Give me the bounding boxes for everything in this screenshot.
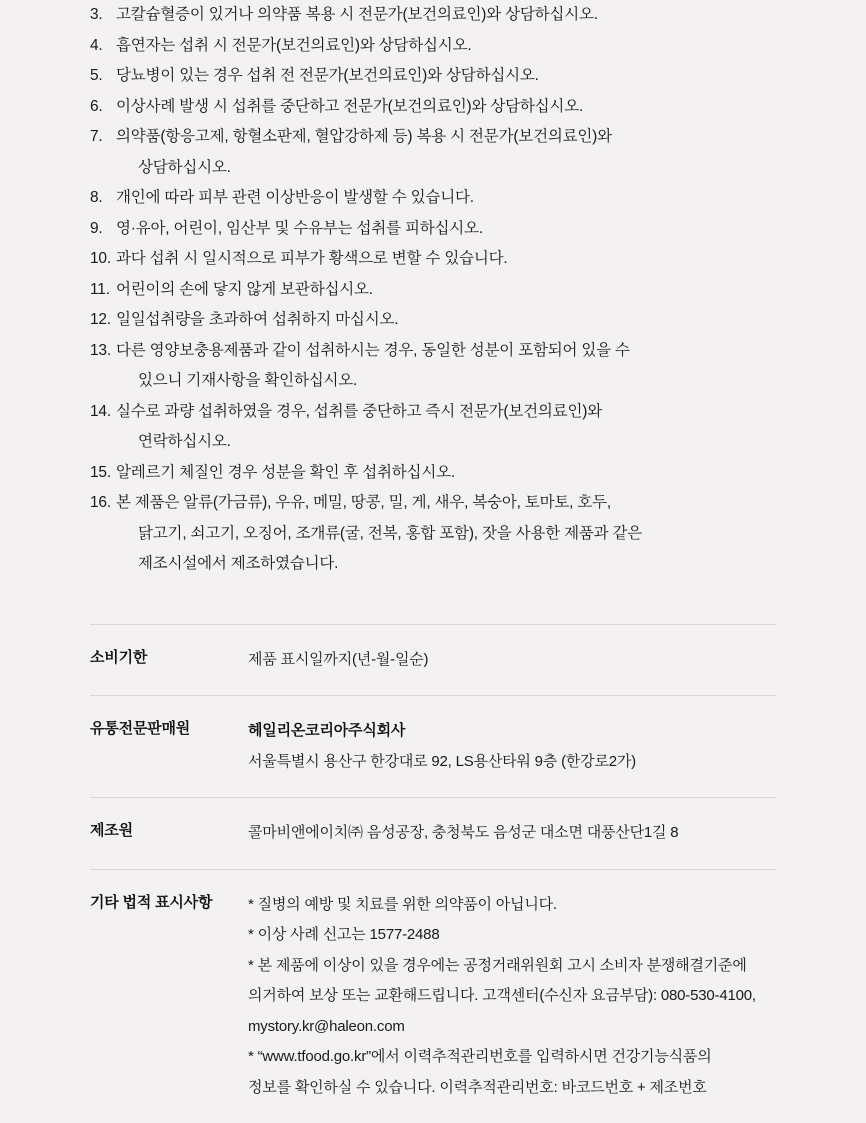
list-item-line: 실수로 과량 섭취하였을 경우, 섭취를 중단하고 즉시 전문가(보건의료인)와 xyxy=(116,403,602,420)
row-value-expiry: 제품 표시일까지(년-월-일순) xyxy=(248,624,776,696)
list-item-number: 11. xyxy=(90,275,116,306)
list-item xyxy=(90,244,776,275)
list-item xyxy=(90,61,776,92)
list-item xyxy=(90,183,776,214)
list-item xyxy=(90,275,776,306)
list-item xyxy=(90,458,776,489)
list-item-text: 과다 섭취 시 일시적으로 피부가 황색으로 변할 수 있습니다. xyxy=(116,244,776,275)
list-item xyxy=(90,92,776,123)
list-item-continuation: 있으니 기재사항을 확인하십시오. xyxy=(116,366,776,397)
table-row xyxy=(90,624,776,696)
legal-line: * “www.tfood.go.kr”에서 이력추적관리번호를 입력하시면 건강기능식품의 xyxy=(248,1042,776,1073)
list-item-number: 12. xyxy=(90,305,116,336)
list-item-line: 본 제품은 알류(가금류), 우유, 메밀, 땅콩, 밀, 게, 새우, 복숭아, 토마토, 호두, xyxy=(116,494,611,511)
list-item-number: 16. xyxy=(90,488,116,519)
list-item-text: 당뇨병이 있는 경우 섭취 전 전문가(보건의료인)와 상담하십시오. xyxy=(116,61,776,92)
row-label-distributor: 유통전문판매원 xyxy=(90,696,248,798)
list-item-text xyxy=(116,397,776,458)
list-item-continuation: 연락하십시오. xyxy=(116,427,776,458)
row-label-manufacturer: 제조원 xyxy=(90,798,248,870)
list-item xyxy=(90,397,776,458)
list-item-number: 6. xyxy=(90,92,116,123)
list-item-number: 14. xyxy=(90,397,116,428)
list-item-text: 개인에 따라 피부 관련 이상반응이 발생할 수 있습니다. xyxy=(116,183,776,214)
list-item-line: 의약품(항응고제, 항혈소판제, 혈압강하제 등) 복용 시 전문가(보건의료인)와 xyxy=(116,128,612,145)
product-info-table xyxy=(90,624,776,1123)
legal-line: * 본 제품에 이상이 있을 경우에는 공정거래위원회 고시 소비자 분쟁해결기준에 xyxy=(248,951,776,982)
caution-list xyxy=(90,0,776,580)
list-item-number: 10. xyxy=(90,244,116,275)
list-item-number: 13. xyxy=(90,336,116,367)
legal-line: 의거하여 보상 또는 교환해드립니다. 고객센터(수신자 요금부담): 080-530-4100, xyxy=(248,981,776,1012)
row-label-expiry: 소비기한 xyxy=(90,624,248,696)
row-label-legal-notices: 기타 법적 표시사항 xyxy=(90,869,248,1123)
list-item-text: 일일섭취량을 초과하여 섭취하지 마십시오. xyxy=(116,305,776,336)
legal-line: 정보를 확인하실 수 있습니다. 이력추적관리번호: 바코드번호 + 제조번호 xyxy=(248,1073,776,1104)
list-item xyxy=(90,336,776,397)
list-item-number: 5. xyxy=(90,61,116,92)
row-value-legal-notices xyxy=(248,869,776,1123)
row-value-distributor xyxy=(248,696,776,798)
legal-line-email: mystory.kr@haleon.com xyxy=(248,1012,776,1043)
legal-line: * 질병의 예방 및 치료를 위한 의약품이 아닙니다. xyxy=(248,890,776,921)
list-item-text: 이상사례 발생 시 섭취를 중단하고 전문가(보건의료인)와 상담하십시오. xyxy=(116,92,776,123)
list-item-number: 9. xyxy=(90,214,116,245)
list-item-text: 영·유아, 어린이, 임산부 및 수유부는 섭취를 피하십시오. xyxy=(116,214,776,245)
list-item xyxy=(90,305,776,336)
list-item xyxy=(90,0,776,31)
list-item-text: 흡연자는 섭취 시 전문가(보건의료인)와 상담하십시오. xyxy=(116,31,776,62)
list-item xyxy=(90,214,776,245)
list-item xyxy=(90,488,776,580)
table-row xyxy=(90,696,776,798)
row-value-manufacturer: 콜마비앤에이치㈜ 음성공장, 충청북도 음성군 대소면 대풍산단1길 8 xyxy=(248,798,776,870)
list-item-line: 다른 영양보충용제품과 같이 섭취하시는 경우, 동일한 성분이 포함되어 있을 수 xyxy=(116,342,630,359)
table-row xyxy=(90,798,776,870)
legal-line: * 이상 사례 신고는 1577-2488 xyxy=(248,920,776,951)
list-item-number: 8. xyxy=(90,183,116,214)
list-item-text xyxy=(116,488,776,580)
list-item-continuation: 닭고기, 쇠고기, 오징어, 조개류(굴, 전복, 홍합 포함), 잣을 사용한 제품과 같은 xyxy=(116,519,776,550)
list-item-number: 4. xyxy=(90,31,116,62)
list-item-number: 15. xyxy=(90,458,116,489)
distributor-address: 서울특별시 용산구 한강대로 92, LS용산타워 9층 (한강로2가) xyxy=(248,747,776,778)
list-item-number: 7. xyxy=(90,122,116,153)
list-item-text: 고칼슘혈증이 있거나 의약품 복용 시 전문가(보건의료인)와 상담하십시오. xyxy=(116,0,776,31)
list-item-text: 알레르기 체질인 경우 성분을 확인 후 섭취하십시오. xyxy=(116,458,776,489)
list-item xyxy=(90,122,776,183)
list-item-text xyxy=(116,122,776,183)
list-item-text xyxy=(116,336,776,397)
list-item-text: 어린이의 손에 닿지 않게 보관하십시오. xyxy=(116,275,776,306)
list-item-number: 3. xyxy=(90,0,116,31)
table-row xyxy=(90,869,776,1123)
list-item-continuation-2: 제조시설에서 제조하였습니다. xyxy=(116,549,776,580)
list-item xyxy=(90,31,776,62)
list-item-continuation: 상담하십시오. xyxy=(116,153,776,184)
distributor-name: 헤일리온코리아주식회사 xyxy=(248,716,776,747)
